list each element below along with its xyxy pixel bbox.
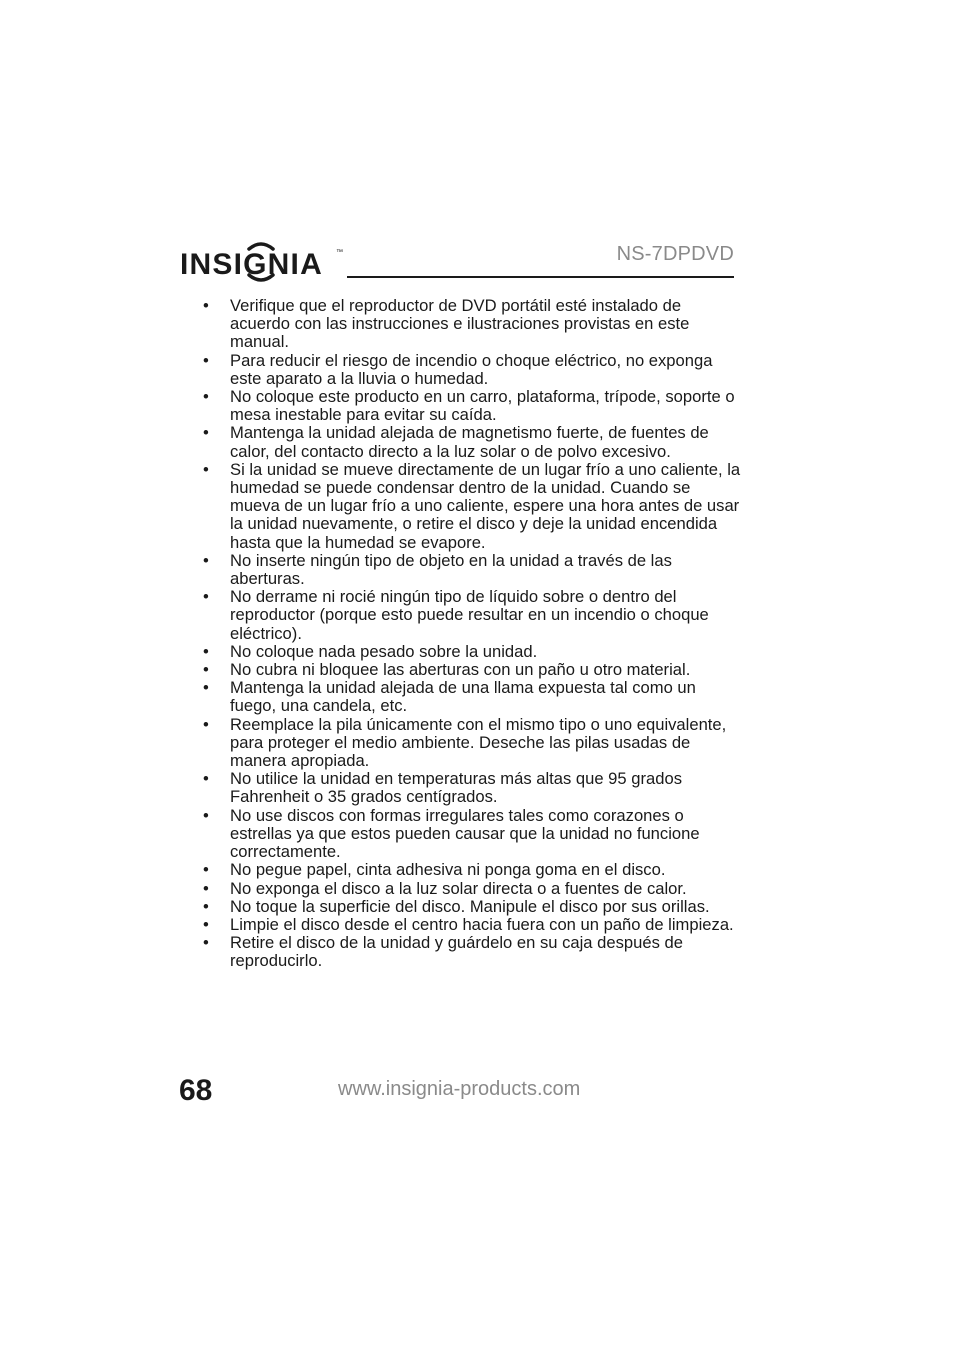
model-number: NS-7DPDVD (616, 243, 734, 265)
safety-list (203, 297, 743, 971)
list-item: • No coloque este producto en un carro, plataforma, trípode, soporte o mesa inestable para evitar su caída. (203, 388, 743, 424)
logo-wordmark: INSIGNIA (180, 248, 323, 281)
list-item: • Mantenga la unidad alejada de una llama expuesta tal como un fuego, una candela, etc. (203, 679, 743, 715)
list-item: • Limpie el disco desde el centro hacia fuera con un paño de limpieza. (203, 916, 743, 934)
list-item: • Retire el disco de la unidad y guárdelo en su caja después de reproducirlo. (203, 934, 743, 970)
list-item: • Verifique que el reproductor de DVD portátil esté instalado de acuerdo con las instrucciones e ilustraciones provistas en este manual. (203, 297, 743, 352)
list-item: • No use discos con formas irregulares tales como corazones o estrellas ya que estos pueden causar que la unidad no funcione correctamente. (203, 807, 743, 862)
trademark-symbol: ™ (336, 249, 343, 256)
list-item: • No utilice la unidad en temperaturas más altas que 95 grados Fahrenheit o 35 grados centígrados. (203, 770, 743, 806)
page-number: 68 (179, 1074, 213, 1107)
list-item: • No pegue papel, cinta adhesiva ni ponga goma en el disco. (203, 861, 743, 879)
header-divider (347, 276, 734, 278)
list-item: • No inserte ningún tipo de objeto en la unidad a través de las aberturas. (203, 552, 743, 588)
insignia-logo (179, 240, 344, 284)
list-item: • No cubra ni bloquee las aberturas con un paño u otro material. (203, 661, 743, 679)
list-item: • Si la unidad se mueve directamente de un lugar frío a uno caliente, la humedad se puede condensar dentro de la unidad. Cuando se mueva de un lugar frío a uno caliente, espere una hora antes de usar la unidad nuevamente, o retire el disco y deje la unidad encendida hasta que la humedad se evapore. (203, 461, 743, 552)
list-item: • Reemplace la pila únicamente con el mismo tipo o uno equivalente, para proteger el medio ambiente. Deseche las pilas usadas de manera apropiada. (203, 716, 743, 771)
list-item: • No toque la superficie del disco. Manipule el disco por sus orillas. (203, 898, 743, 916)
list-item: • Para reducir el riesgo de incendio o choque eléctrico, no exponga este aparato a la lluvia o humedad. (203, 352, 743, 388)
website-url: www.insignia-products.com (338, 1078, 581, 1100)
list-item: • No coloque nada pesado sobre la unidad. (203, 643, 743, 661)
list-item: • Mantenga la unidad alejada de magnetismo fuerte, de fuentes de calor, del contacto directo a la luz solar o de polvo excesivo. (203, 424, 743, 460)
list-item: • No derrame ni rocié ningún tipo de líquido sobre o dentro del reproductor (porque esto puede resultar en un incendio o choque eléctrico). (203, 588, 743, 643)
list-item: • No exponga el disco a la luz solar directa o a fuentes de calor. (203, 880, 743, 898)
